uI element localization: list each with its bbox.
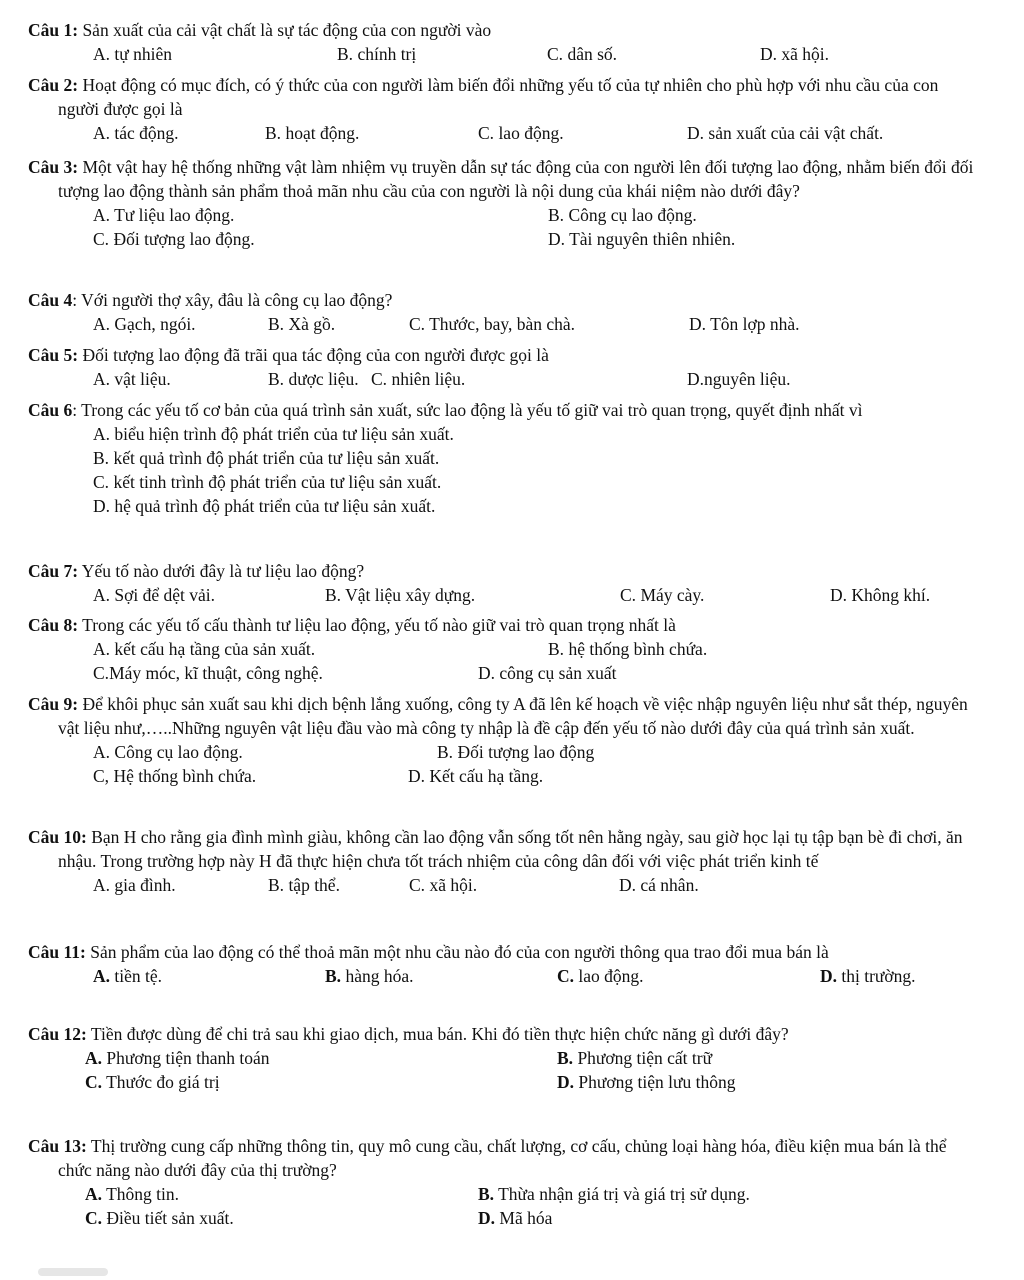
- option-d[interactable]: D. xã hội.: [760, 44, 830, 64]
- question-number: Câu 10:: [28, 827, 87, 847]
- option-a[interactable]: A. tiền tệ.: [93, 966, 163, 986]
- option-c[interactable]: C. Thước đo giá trị: [85, 1072, 220, 1092]
- question-stem: [0, 1134, 1024, 1182]
- question-stem: [0, 398, 1024, 422]
- question-4: [0, 288, 1024, 336]
- question-stem: [0, 825, 1024, 873]
- question-stem: [0, 288, 1024, 312]
- question-12: [0, 1022, 1024, 1094]
- option-a[interactable]: A. Gạch, ngói.: [93, 314, 196, 334]
- option-d[interactable]: D. Phương tiện lưu thông: [557, 1072, 736, 1092]
- question-text: Đối tượng lao động đã trãi qua tác động của con người được gọi là: [78, 345, 549, 365]
- question-text: Trong các yếu tố cấu thành tư liệu lao động, yếu tố nào giữ vai trò quan trọng nhất là: [78, 615, 676, 635]
- option-d[interactable]: D. cá nhân.: [619, 875, 699, 895]
- question-8: [0, 613, 1024, 685]
- question-text: : Trong các yếu tố cơ bản của quá trình sản xuất, sức lao động là yếu tố giữ vai trò quan trọng, quyết định nhất vì: [72, 400, 863, 420]
- question-13: [0, 1134, 1024, 1230]
- option-a[interactable]: A. gia đình.: [93, 875, 176, 895]
- option-c[interactable]: C. lao động.: [478, 123, 564, 143]
- question-stem: [0, 155, 1024, 203]
- question-text: Sản xuất của cải vật chất là sự tác động của con người vào: [78, 20, 492, 40]
- question-text: Sản phẩm của lao động có thể thoả mãn một nhu cầu nào đó của con người thông qua trao đổi mua bán là: [85, 942, 829, 962]
- question-7: [0, 559, 1024, 607]
- option-b[interactable]: B. kết quả trình độ phát triển của tư liệu sản xuất.: [93, 448, 440, 468]
- question-number: Câu 7:: [28, 561, 79, 581]
- question-text: Thị trường cung cấp những thông tin, quy mô cung cầu, chất lượng, cơ cấu, chủng loại hàng hóa, điều kiện mua bán là thể chức năng nào dưới đây của thị trường?: [58, 1136, 947, 1180]
- option-c[interactable]: C, Hệ thống bình chứa.: [93, 766, 257, 786]
- option-b[interactable]: B. hệ thống bình chứa.: [548, 639, 708, 659]
- option-c[interactable]: C. Đối tượng lao động.: [93, 229, 255, 249]
- option-b[interactable]: B. tập thể.: [268, 875, 340, 895]
- option-b[interactable]: B. hoạt động.: [265, 123, 360, 143]
- question-number: Câu 2:: [28, 75, 79, 95]
- option-d[interactable]: D. hệ quả trình độ phát triển của tư liệu sản xuất.: [93, 496, 436, 516]
- question-6: [0, 398, 1024, 518]
- option-c[interactable]: C.Máy móc, kĩ thuật, công nghệ.: [93, 663, 323, 683]
- question-stem: [0, 613, 1024, 637]
- option-d[interactable]: D. Không khí.: [830, 585, 931, 605]
- scan-smudge: [38, 1268, 108, 1276]
- option-a[interactable]: A. tác động.: [93, 123, 179, 143]
- question-number: Câu 12:: [28, 1024, 87, 1044]
- option-b[interactable]: B. Đối tượng lao động: [437, 742, 595, 762]
- option-c[interactable]: C. Điều tiết sản xuất.: [85, 1208, 234, 1228]
- question-stem: [0, 559, 1024, 583]
- option-b[interactable]: B. Xà gồ.: [268, 314, 336, 334]
- option-b[interactable]: B. dược liệu.: [268, 369, 359, 389]
- option-a[interactable]: A. biểu hiện trình độ phát triển của tư liệu sản xuất.: [93, 424, 454, 444]
- question-text: Hoạt động có mục đích, có ý thức của con người làm biến đổi những yếu tố của tự nhiên cho phù hợp với nhu cầu của con người được gọi là: [58, 75, 939, 119]
- question-text: Bạn H cho rằng gia đình mình giàu, không cần lao động vẫn sống tốt nên hằng ngày, sau giờ học lại tụ tập bạn bè đi chơi, ăn nhậu. Trong trường hợp này H đã thực hiện chưa tốt trách nhiệm của công dân đối với việc phát triển kinh tế: [58, 827, 963, 871]
- option-d[interactable]: D. Kết cấu hạ tầng.: [408, 766, 544, 786]
- question-number: Câu 8:: [28, 615, 79, 635]
- option-d[interactable]: D. sản xuất của cải vật chất.: [687, 123, 884, 143]
- option-a[interactable]: A. tự nhiên: [93, 44, 172, 64]
- question-number: Câu 5:: [28, 345, 79, 365]
- option-c[interactable]: C. xã hội.: [409, 875, 478, 895]
- question-number: Câu 4: [28, 290, 73, 310]
- option-b[interactable]: B. Phương tiện cất trữ: [557, 1048, 713, 1068]
- question-number: Câu 3:: [28, 157, 79, 177]
- option-a[interactable]: A. Thông tin.: [85, 1184, 179, 1204]
- option-a[interactable]: A. vật liệu.: [93, 369, 171, 389]
- option-d[interactable]: D. Tôn lợp nhà.: [689, 314, 800, 334]
- question-stem: [0, 343, 1024, 367]
- question-1: [0, 18, 1024, 66]
- question-number: Câu 13:: [28, 1136, 87, 1156]
- option-a[interactable]: A. Công cụ lao động.: [93, 742, 243, 762]
- question-5: [0, 343, 1024, 391]
- question-10: [0, 825, 1024, 897]
- option-c[interactable]: C. Thước, bay, bàn chà.: [409, 314, 576, 334]
- question-text: Tiền được dùng để chi trả sau khi giao dịch, mua bán. Khi đó tiền thực hiện chức năng gì dưới đây?: [86, 1024, 789, 1044]
- question-11: [0, 940, 1024, 988]
- option-b[interactable]: B. Công cụ lao động.: [548, 205, 697, 225]
- question-text: Một vật hay hệ thống những vật làm nhiệm vụ truyền dẫn sự tác động của con người lên đối tượng lao động, nhằm biến đổi đối tượng lao động thành sản phẩm thoả mãn nhu cầu của con người là nội dung của khái niệm nào dưới đây?: [58, 157, 974, 201]
- option-c[interactable]: C. kết tinh trình độ phát triển của tư liệu sản xuất.: [93, 472, 442, 492]
- question-text: Để khôi phục sản xuất sau khi dịch bệnh lắng xuống, công ty A đã lên kế hoạch về việc nhập nguyên liệu như sắt thép, nguyên vật liệu như,…..Những nguyên vật liệu đầu vào mà công ty nhập là đề cập đến yếu tố nào dưới đây của quá trình sản xuất.: [58, 694, 968, 738]
- option-a[interactable]: A. Sợi để dệt vải.: [93, 585, 216, 605]
- question-stem: [0, 1022, 1024, 1046]
- option-a[interactable]: A. Phương tiện thanh toán: [85, 1048, 270, 1068]
- option-c[interactable]: C. lao động.: [557, 966, 644, 986]
- question-number: Câu 9:: [28, 694, 79, 714]
- option-b[interactable]: B. Vật liệu xây dựng.: [325, 585, 476, 605]
- question-9: [0, 692, 1024, 788]
- option-c[interactable]: C. dân số.: [547, 44, 618, 64]
- option-d[interactable]: D. công cụ sản xuất: [478, 663, 617, 683]
- question-stem: [0, 692, 1024, 740]
- option-d[interactable]: D.nguyên liệu.: [687, 369, 791, 389]
- question-stem: [0, 73, 1024, 121]
- question-number: Câu 11:: [28, 942, 86, 962]
- question-number: Câu 1:: [28, 20, 79, 40]
- option-b[interactable]: B. Thừa nhận giá trị và giá trị sử dụng.: [478, 1184, 750, 1204]
- option-c[interactable]: C. nhiên liệu.: [371, 369, 466, 389]
- option-a[interactable]: A. kết cấu hạ tầng của sản xuất.: [93, 639, 316, 659]
- option-d[interactable]: D. Tài nguyên thiên nhiên.: [548, 229, 736, 249]
- option-a[interactable]: A. Tư liệu lao động.: [93, 205, 235, 225]
- question-number: Câu 6: [28, 400, 73, 420]
- question-stem: [0, 18, 1024, 42]
- option-d[interactable]: D. thị trường.: [820, 966, 916, 986]
- option-c[interactable]: C. Máy cày.: [620, 585, 705, 605]
- option-b[interactable]: B. hàng hóa.: [325, 966, 414, 986]
- question-text: Yếu tố nào dưới đây là tư liệu lao động?: [78, 561, 365, 581]
- question-stem: [0, 940, 1024, 964]
- question-2: [0, 73, 1024, 145]
- question-3: [0, 155, 1024, 251]
- question-text: : Với người thợ xây, đâu là công cụ lao động?: [72, 290, 393, 310]
- option-b[interactable]: B. chính trị: [337, 44, 417, 64]
- option-d[interactable]: D. Mã hóa: [478, 1208, 553, 1228]
